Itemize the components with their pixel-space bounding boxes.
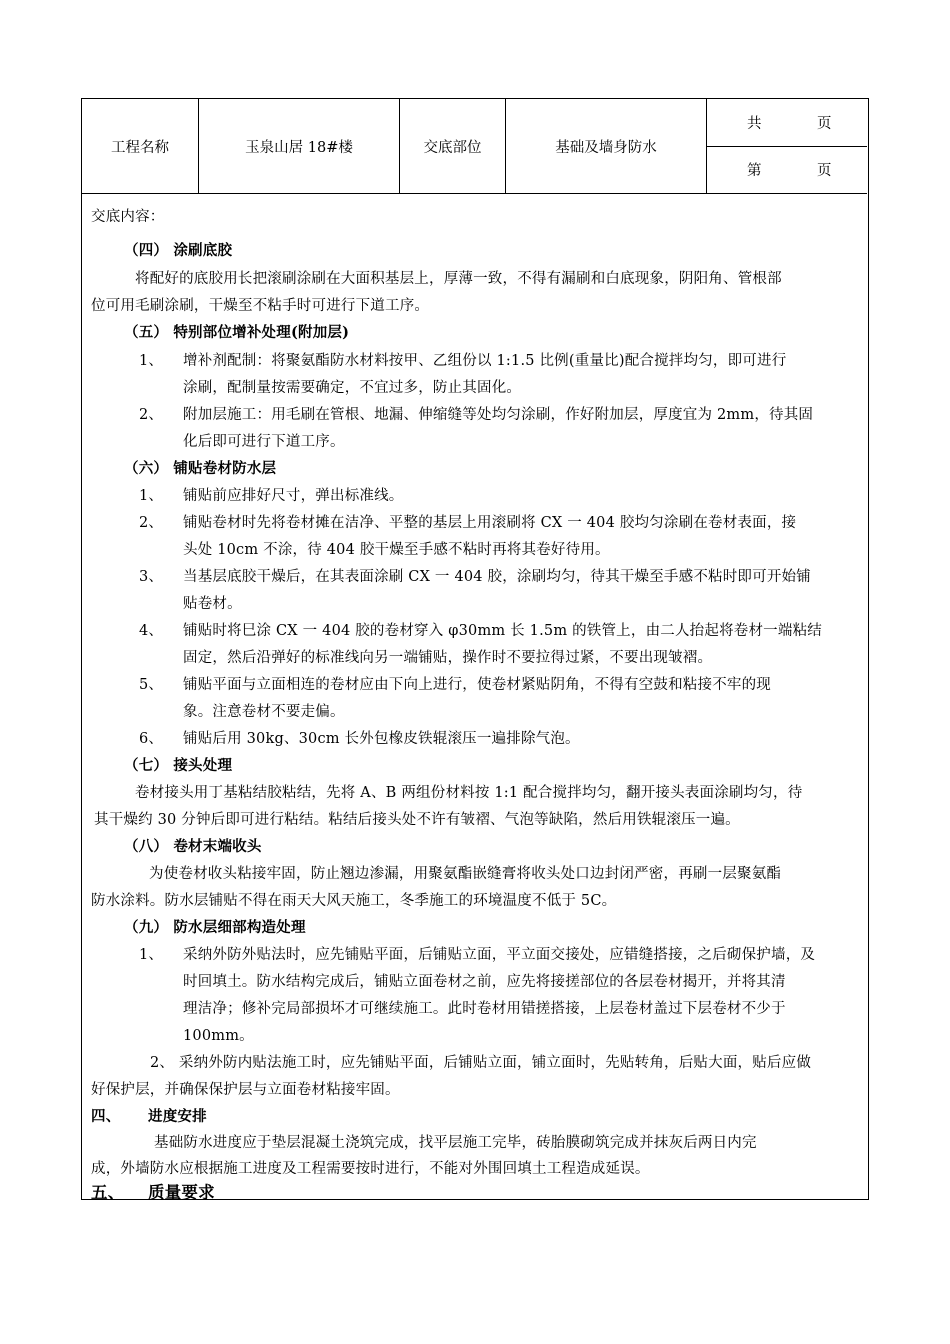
section-6-item-5-text-b: 象。注意卷材不要走偏。 xyxy=(183,704,345,720)
section-6-title: （六） 铺贴卷材防水层 xyxy=(124,460,277,477)
section-8-title: （八） 卷材末端收头 xyxy=(124,838,262,855)
section-7-text-2: 其干燥约 30 分钟后即可进行粘结。粘结后接头处不许有皱褶、气泡等缺陷，然后用铁辊滚压一遍。 xyxy=(94,812,740,828)
header-table xyxy=(82,99,867,194)
section-8-text-1: 为使卷材收头粘接牢固，防止翘边渗漏，用聚氨酯嵌缝膏将收头处口边封闭严密，再刷一层聚氨酯 xyxy=(149,866,782,882)
section-9-item-1-num: 1、 xyxy=(139,947,164,963)
chapter-four-title: 进度安排 xyxy=(148,1108,207,1125)
section-9-item-1-text-c: 理洁净；修补完局部损坏才可继续施工。此时卷材用错搓搭接，上层卷材盖过下层卷材不少于 xyxy=(183,1001,786,1017)
section-5-item-2-text-a: 附加层施工：用毛刷在管根、地漏、伸缩缝等处均匀涂刷，作好附加层，厚度宜为 2mm，待其固 xyxy=(183,407,814,423)
section-5-item-1-text-b: 涂刷，配制量按需要确定，不宜过多，防止其固化。 xyxy=(183,380,522,396)
project-name-value: 玉泉山居 18#楼 xyxy=(199,99,400,193)
location-label: 交底部位 xyxy=(400,99,506,193)
section-5-title: （五） 特别部位增补处理(附加层) xyxy=(124,324,350,341)
section-4-text-1: 将配好的底胶用长把滚刷涂刷在大面积基层上，厚薄一致，不得有漏刷和白底现象，阴阳角、管根部 xyxy=(135,271,782,287)
page-label-b: 页 xyxy=(817,163,832,179)
chapter-five-num: 五、 xyxy=(91,1183,125,1202)
section-6-item-4-num: 4、 xyxy=(139,623,164,639)
chapter-four-text-2: 成，外墙防水应根据施工进度及工程需要按时进行，不能对外围回填土工程造成延误。 xyxy=(91,1161,650,1177)
section-7-title: （七） 接头处理 xyxy=(124,757,233,774)
section-5-item-1-text-a: 增补剂配制：将聚氨酯防水材料按甲、乙组份以 1:1.5 比例(重量比)配合搅拌均匀，即可进行 xyxy=(183,353,787,369)
chapter-four-text-1: 基础防水进度应于垫层混凝土浇筑完成，找平层施工完毕，砖胎膜砌筑完成并抹灰后两日内完 xyxy=(154,1135,757,1151)
section-4-text-2: 位可用毛刷涂刷，干燥至不粘手时可进行下道工序。 xyxy=(91,298,430,314)
location-value: 基础及墙身防水 xyxy=(506,99,707,193)
section-8-text-2: 防水涂料。防水层铺贴不得在雨天大风天施工，冬季施工的环境温度不低于 5C。 xyxy=(91,893,617,909)
total-label-b: 页 xyxy=(817,116,832,132)
section-6-item-5-num: 5、 xyxy=(139,677,164,693)
section-6-item-2-text-b: 头处 10cm 不涂，待 404 胶干燥至手感不粘时再将其卷好待用。 xyxy=(183,542,610,558)
total-label-a: 共 xyxy=(747,116,762,132)
section-9-item-1-text-b: 时回填土。防水结构完成后，铺贴立面卷材之前，应先将接搓部位的各层卷材揭开，并将其清 xyxy=(183,974,786,990)
section-6-item-5-text-a: 铺贴平面与立面相连的卷材应由下向上进行，使卷材紧贴阴角，不得有空鼓和粘接不牢的现 xyxy=(183,677,771,693)
section-6-item-3-num: 3、 xyxy=(139,569,164,585)
section-9-item-2-text-a: 2、 采纳外防内贴法施工时，应先铺贴平面，后铺贴立面，铺立面时，先贴转角，后贴大面，贴后应做 xyxy=(150,1055,812,1071)
section-6-item-2-num: 2、 xyxy=(139,515,164,531)
chapter-five-title: 质量要求 xyxy=(148,1183,215,1202)
section-6-item-4-text-b: 固定，然后沿弹好的标准线向另一端铺贴，操作时不要拉得过紧，不要出现皱褶。 xyxy=(183,650,713,666)
section-6-item-1-text-a: 铺贴前应排好尺寸，弹出标准线。 xyxy=(183,488,404,504)
section-9-item-1-text-a: 采纳外防外贴法时，应先铺贴平面，后铺贴立面，平立面交接处，应错缝搭接，之后砌保护墙，及 xyxy=(183,947,816,963)
section-6-item-6-num: 6、 xyxy=(139,731,164,747)
section-6-item-6-text-a: 铺贴后用 30kg、30cm 长外包橡皮铁辊滚压一遍排除气泡。 xyxy=(183,731,580,747)
section-9-item-1-text-d: 100mm。 xyxy=(183,1028,254,1044)
page-label-a: 第 xyxy=(747,163,762,179)
project-name-label: 工程名称 xyxy=(82,99,199,193)
section-6-item-2-text-a: 铺贴卷材时先将卷材摊在洁净、平整的基层上用滚刷将 CX 一 404 胶均匀涂刷在卷材表面，接 xyxy=(183,515,797,531)
section-7-text-1: 卷材接头用丁基粘结胶粘结，先将 A、B 两组份材料按 1:1 配合搅拌均匀，翻开接头表面涂刷均匀，待 xyxy=(135,785,803,801)
section-5-item-2-text-b: 化后即可进行下道工序。 xyxy=(183,434,345,450)
section-6-item-1-num: 1、 xyxy=(139,488,164,504)
section-5-item-1-num: 1、 xyxy=(139,353,164,369)
total-pages-row xyxy=(707,99,867,147)
section-6-item-4-text-a: 铺贴时将巳涂 CX 一 404 胶的卷材穿入 φ30mm 长 1.5m 的铁管上，由二人抬起将卷材一端粘结 xyxy=(183,623,822,639)
chapter-four-num: 四、 xyxy=(91,1108,121,1125)
section-6-item-3-text-a: 当基层底胶干燥后，在其表面涂刷 CX 一 404 胶，涂刷均匀，待其干燥至手感不粘时即可开始铺 xyxy=(183,569,811,585)
section-5-item-2-num: 2、 xyxy=(139,407,164,423)
page-count-cell xyxy=(707,99,867,193)
intro-label: 交底内容： xyxy=(91,209,165,225)
section-4-title: （四） 涂刷底胶 xyxy=(124,242,233,259)
section-9-item-2-text-b: 好保护层，并确保保护层与立面卷材粘接牢固。 xyxy=(91,1082,400,1098)
page-number-row xyxy=(707,146,867,193)
section-6-item-3-text-b: 贴卷材。 xyxy=(183,596,242,612)
disclosure-sheet xyxy=(81,98,869,1200)
section-9-title: （九） 防水层细部构造处理 xyxy=(124,919,306,936)
